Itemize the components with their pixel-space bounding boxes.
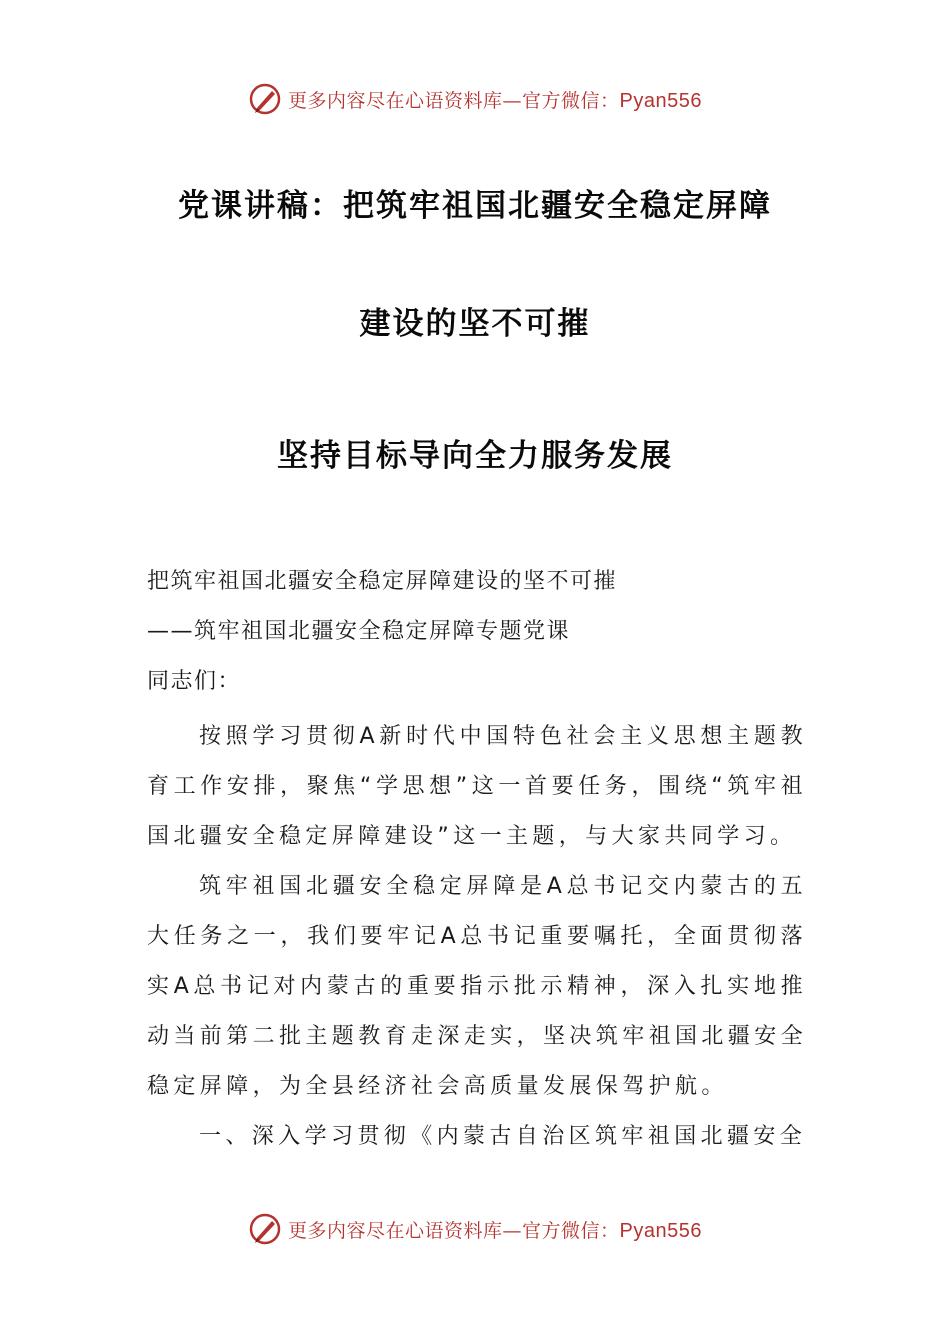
paragraph-2: 筑牢祖国北疆安全稳定屏障是A总书记交内蒙古的五大任务之一，我们要牢记A总书记重要嘱托，全面贯彻落实A总书记对内蒙古的重要指示批示精神，深入扎实地推动当前第二批主题教育走深走实，坚决筑牢祖国北疆安全稳定屏障，为全县经济社会高质量发展保驾护航。 [147,874,808,1099]
watermark-banner-bottom [0,1212,950,1246]
watermark-banner-top [0,82,950,116]
paragraph-3: 一、深入学习贯彻《内蒙古自治区筑牢祖国北疆安全 [199,1124,807,1149]
body-heading: 把筑牢祖国北疆安全稳定屏障建设的坚不可摧 [147,569,618,594]
watermark-text: 更多内容尽在心语资料库—官方微信：Pyan556 [288,1219,702,1242]
document-title-line-1: 党课讲稿：把筑牢祖国北疆安全稳定屏障 [178,188,772,224]
pen-logo-icon [248,82,282,116]
document-title-line-3: 坚持目标导向全力服务发展 [277,438,673,474]
body-subheading: ——筑牢祖国北疆安全稳定屏障专题党课 [147,619,571,644]
paragraph-1: 按照学习贯彻A新时代中国特色社会主义思想主题教育工作安排，聚焦“学思想”这一首要任务，围绕“筑牢祖国北疆安全稳定屏障建设”这一主题，与大家共同学习。 [147,724,807,849]
document-body [147,562,807,1162]
watermark-text: 更多内容尽在心语资料库—官方微信：Pyan556 [288,89,702,112]
salutation: 同志们： [147,669,242,694]
pen-logo-icon [248,1212,282,1246]
document-title-line-2: 建设的坚不可摧 [359,306,591,342]
